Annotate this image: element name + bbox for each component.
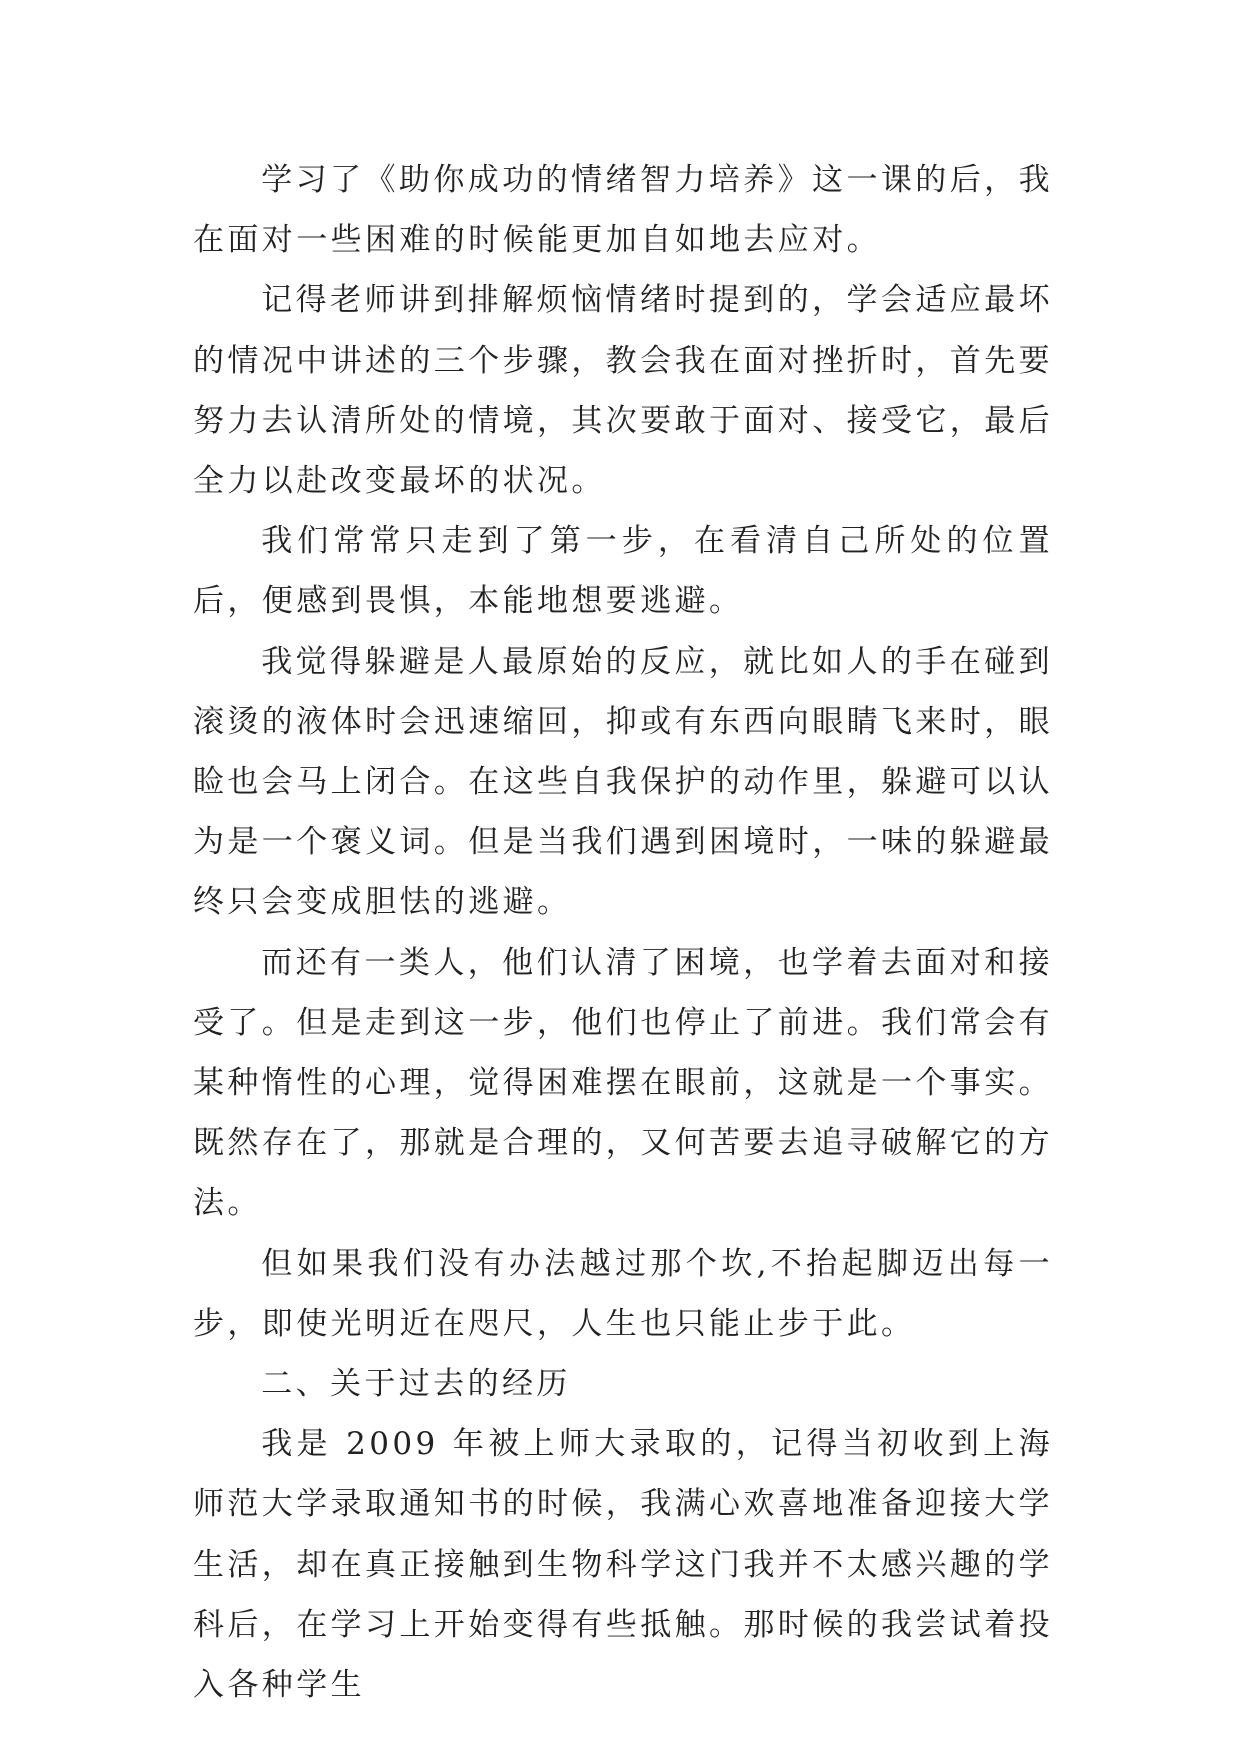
paragraph-experience: 我是 2009 年被上师大录取的，记得当初收到上海师范大学录取通知书的时候，我满心欢喜地准备迎接大学生活，却在真正接触到生物科学这门我并不太感兴趣的学科后，在学习上开始变得有些抵触。那时候的我尝试着投入各种学生: [193, 1426, 1053, 1704]
section-heading: 二、关于过去的经历: [261, 1366, 571, 1403]
paragraph-three-steps: 记得老师讲到排解烦恼情绪时提到的，学会适应最坏的情况中讲述的三个步骤，教会我在面对挫折时，首先要努力去认清所处的情境，其次要敢于面对、接受它，最后全力以赴改变最坏的状况。: [193, 282, 1053, 500]
paragraph-intro: 学习了《助你成功的情绪智力培养》这一课的后，我在面对一些困难的时候能更加自如地去应对。: [193, 162, 1053, 259]
paragraph-conclusion: 但如果我们没有办法越过那个坎,不抬起脚迈出每一步，即使光明近在咫尺，人生也只能止步于此。: [193, 1245, 1053, 1342]
document-body: [193, 150, 1053, 1715]
paragraph-first-step: 我们常常只走到了第一步，在看清自己所处的位置后，便感到畏惧，本能地想要逃避。: [193, 523, 1053, 620]
paragraph-inertia: 而还有一类人，他们认清了困境，也学着去面对和接受了。但是走到这一步，他们也停止了前进。我们常会有某种惰性的心理，觉得困难摆在眼前，这就是一个事实。既然存在了，那就是合理的，又何苦要去追寻破解它的方法。: [193, 944, 1053, 1222]
paragraph-avoidance: 我觉得躲避是人最原始的反应，就比如人的手在碰到滚烫的液体时会迅速缩回，抑或有东西向眼睛飞来时，眼睑也会马上闭合。在这些自我保护的动作里，躲避可以认为是一个褒义词。但是当我们遇到困境时，一味的躲避最终只会变成胆怯的逃避。: [193, 643, 1053, 921]
